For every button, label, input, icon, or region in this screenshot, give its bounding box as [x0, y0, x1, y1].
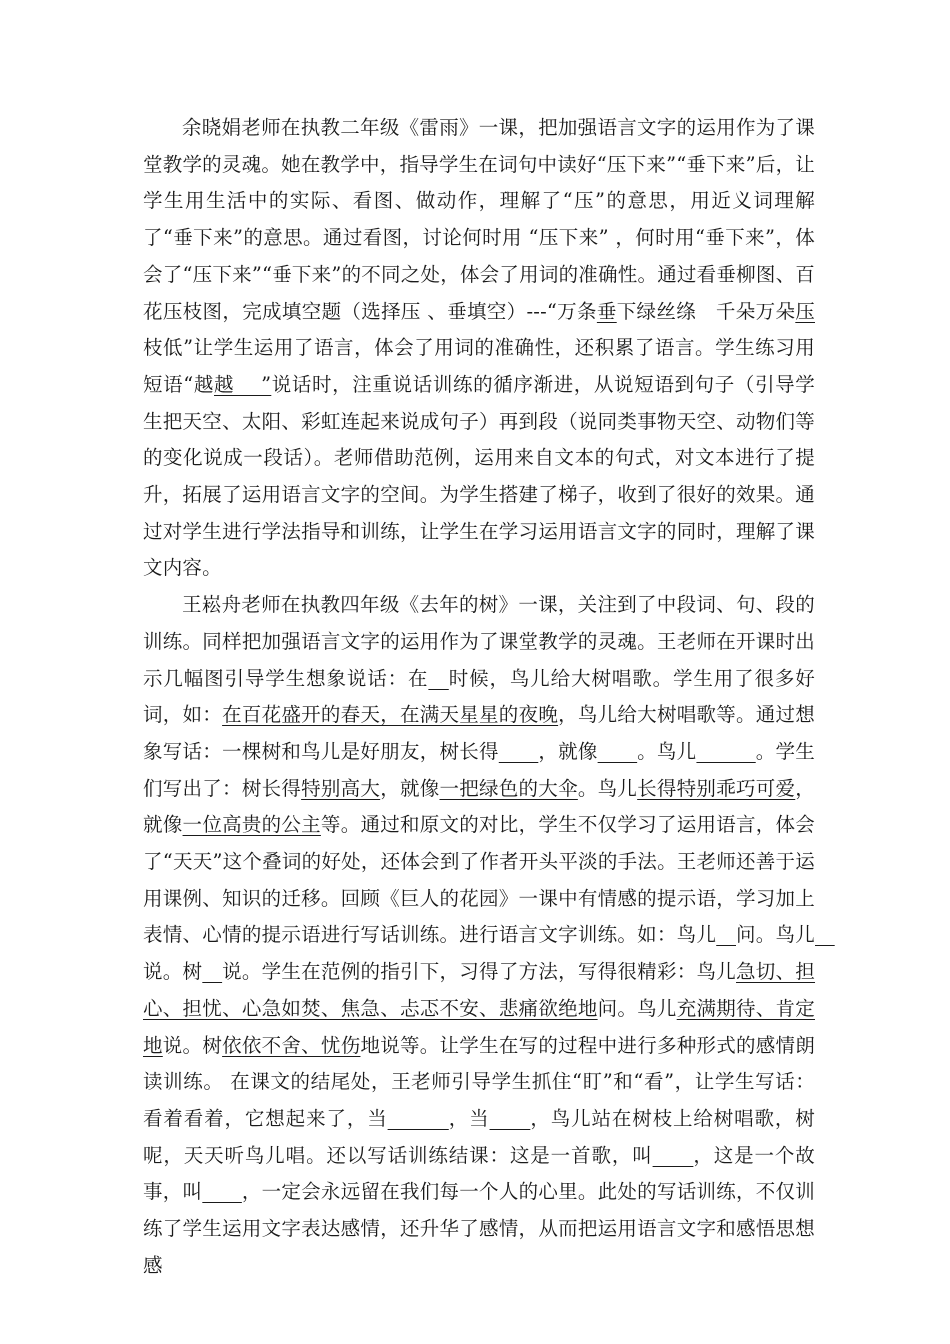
underlined-text [428, 667, 448, 690]
underlined-text [696, 740, 755, 763]
underlined-text: 一位高贵的公主 [182, 813, 321, 837]
paragraph-wang-songzhou [143, 587, 815, 1284]
text-run: ，就像 [538, 739, 598, 763]
text-run: 。鸟儿 [577, 776, 638, 800]
underlined-text: 垂 [596, 299, 617, 323]
underlined-text: 特别高大 [301, 776, 381, 800]
underlined-text: 在百花盛开的春天，在满天星星的夜晚 [222, 703, 559, 727]
text-run: ，就像 [143, 776, 815, 837]
underlined-text [202, 960, 222, 983]
text-run: 问。鸟儿 [736, 923, 815, 947]
underlined-text [815, 923, 835, 946]
underlined-text: 压 [795, 299, 815, 323]
text-run: ，一定会永远留在我们每一个人的心里。此处的写话训练，不仅训练了学生运用文字表达感情，还升华了感情，从而把运用语言文字和感悟思想感 [143, 1180, 816, 1277]
document-body [143, 110, 815, 1285]
underlined-text [653, 1144, 694, 1167]
underlined-text: 一把绿色的大伞 [439, 776, 578, 800]
text-run: 等。通过和原文的对比，学生不仅学习了运用语言，体会了“天天”这个叠词的好处，还体会到了作者开头平淡的手法。王老师还善于运用课例、知识的迁移。回顾《巨人的花园》一课中有情感的提示语，学习加上表情、心情的提示语进行写话训练。进行语言文字训练。如：鸟儿 [143, 813, 816, 947]
underlined-text: 急切、担心、担忧、心急如焚、焦急、忐忑不安、悲痛欲绝地 [143, 960, 816, 1020]
text-run: 地说等。让学生在写的过程中进行多种形式的感情朗读训练。 在课文的结尾处，王老师引导学生抓住“盯”和“看”，让学生写话：看着看着，它想起来了，当 [143, 1033, 816, 1130]
underlined-text [716, 923, 736, 946]
underlined-text: 依依不舍、忧伤 [222, 1033, 361, 1057]
text-run: 余晓娟老师在执教二年级《雷雨》一课，把加强语言文字的运用作为了课堂教学的灵魂。她在教学中，指导学生在词句中读好“压下来”“垂下来”后，让学生用生活中的实际、看图、做动作，理解了“压”的意思，用近义词理解了“垂下来”的意思。通过看图，讨论何时用 “压下来” ，何时用“垂下来”，体会了“压下来”“垂下来”的不同之处，体会了用词的准确性。通过看垂柳图、百花压枝图，完成填空题（选择压 、垂填空）---“万条 [143, 116, 815, 323]
text-run: ，鸟儿站在树枝上给树唱歌，树呢，天天听鸟儿唱。还以写话训练结课：这是一首歌，叫 [143, 1106, 816, 1167]
underlined-text: 越 ” [214, 372, 272, 396]
underlined-text [598, 740, 638, 763]
text-run: 说话时，注重说话训练的循序渐进，从说短语到句子（引导学生把天空、太阳、彩虹连起来说成句子）再到段（说同类事物天空、动物们等的变化说成一段话）。老师借助范例，运用来自文本的句式，对文本进行了提升，拓展了运用语言文字的空间。为学生搭建了梯子，收到了很好的效果。通过对学生进行学法指导和训练，让学生在学习运用语言文字的同时，理解了课文内容。 [143, 372, 815, 580]
text-run: ，这是一个故事，叫 [143, 1143, 815, 1204]
paragraph-yu-xiaojuan [143, 110, 815, 587]
text-run: ，当 [448, 1106, 490, 1130]
underlined-text [202, 1180, 242, 1203]
text-run: 下绿丝绦 千朵万朵 [616, 299, 796, 323]
underlined-text [388, 1107, 449, 1130]
text-run: ，鸟儿给大树唱歌等。通过想象写话：一棵树和鸟儿是好朋友，树长得 [143, 703, 815, 763]
text-run: 王崧舟老师在执教四年级《去年的树》一课，关注到了中段词、句、段的训练。同样把加强语言文字的运用作为了课堂教学的灵魂。王老师在开课时出示几幅图引导学生想象说话：在 [143, 593, 815, 690]
underlined-text [499, 740, 539, 763]
text-run: 说。树 [143, 960, 203, 984]
text-run: ，就像 [380, 776, 440, 800]
text-run: 说。树 [162, 1033, 223, 1057]
underlined-text: 长得特别乖巧可爱 [637, 776, 796, 800]
text-run: 。学生们写出了：树长得 [143, 739, 815, 800]
text-run: 时候，鸟儿给大树唱歌。学生用了很多好词，如： [143, 666, 815, 727]
text-run: 说。学生在范例的指引下，习得了方法，写得很精彩：鸟儿 [222, 960, 737, 984]
text-run: 。鸟儿 [637, 739, 697, 763]
text-run: 问。鸟儿 [597, 996, 677, 1020]
underlined-text [490, 1107, 531, 1130]
text-run: 枝低”让学生运用了语言，体会了用词的准确性，还积累了语言。学生练习用短语“越 [143, 336, 815, 396]
underlined-text: 充满期待、肯定地 [143, 996, 815, 1057]
